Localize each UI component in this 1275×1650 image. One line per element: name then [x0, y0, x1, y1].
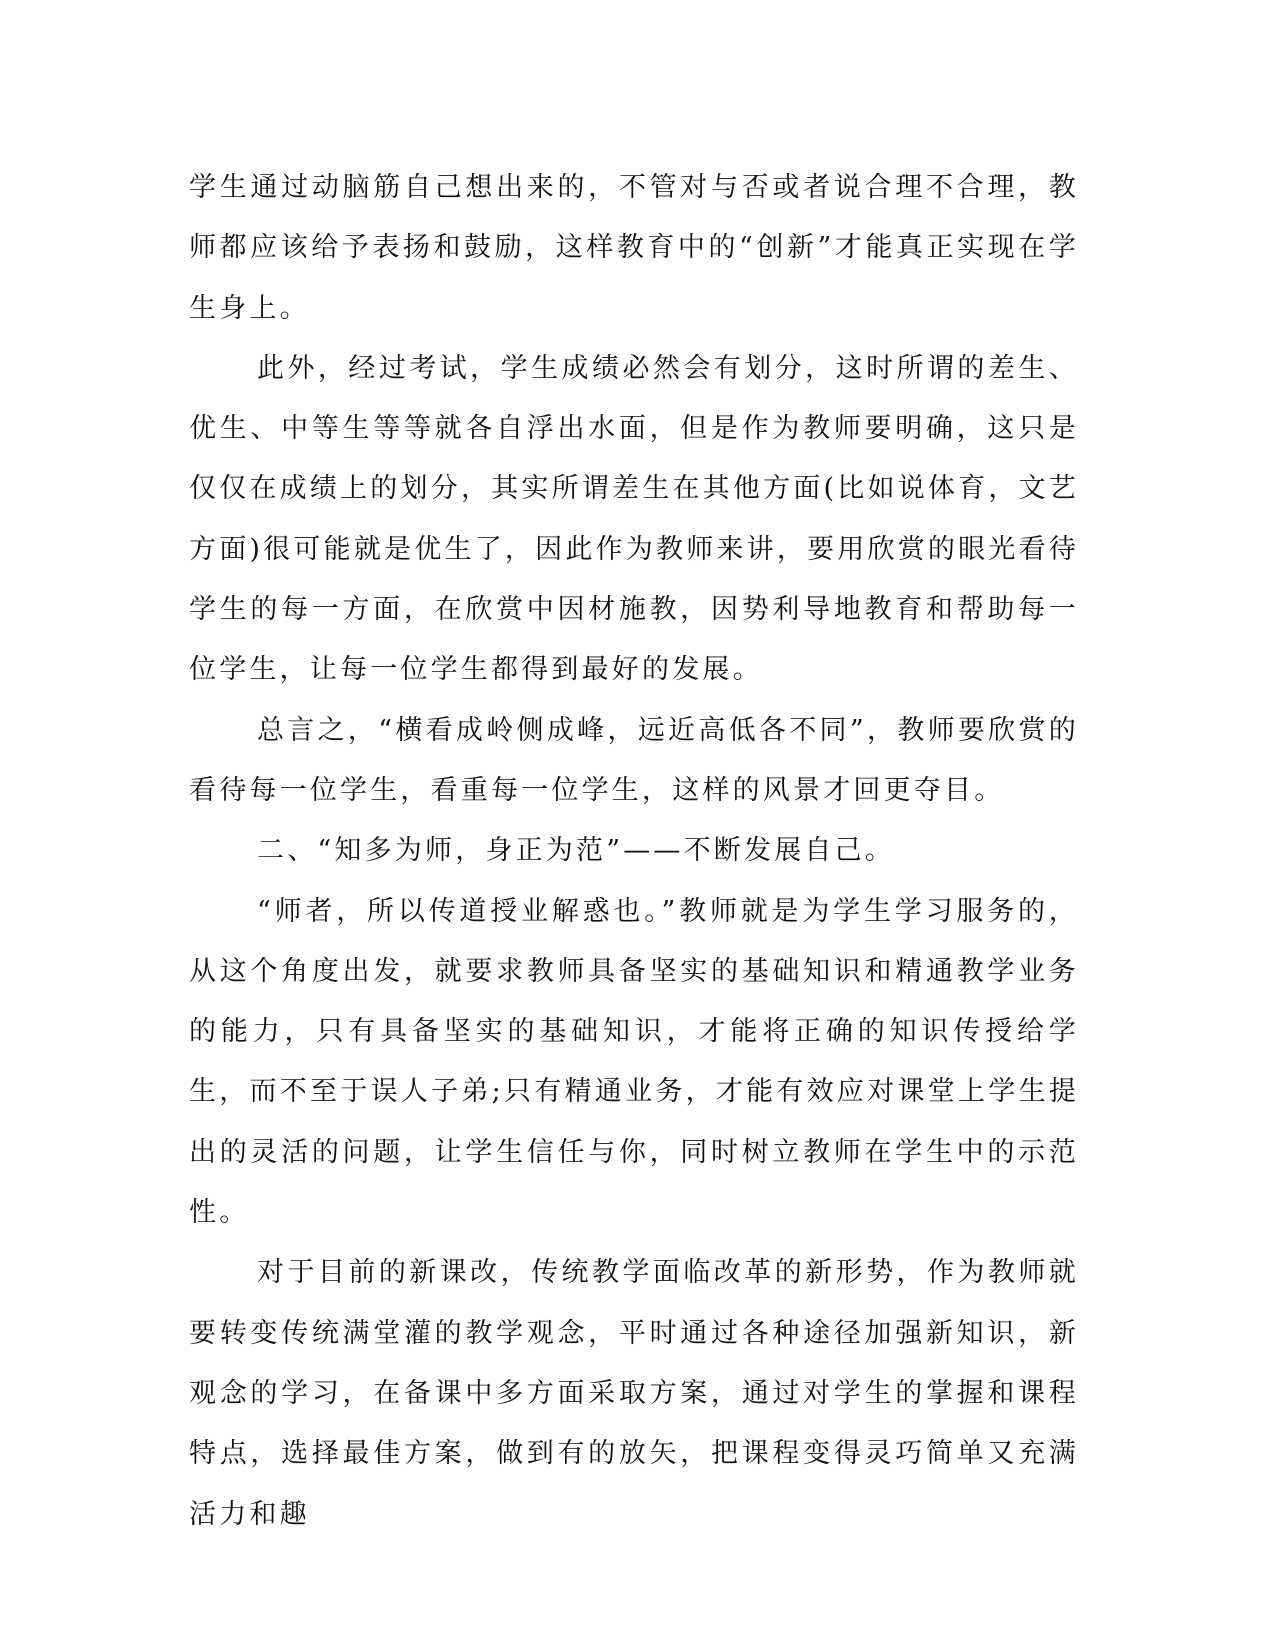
- paragraph-curriculum-reform: 对于目前的新课改，传统教学面临改革的新形势，作为教师就要转变传统满堂灌的教学观念，平时通过各种途径加强新知识，新观念的学习，在备课中多方面采取方案，通过对学生的掌握和课程特点，选择最佳方案，做到有的放矢，把课程变得灵巧简单又充满活力和趣: [189, 1257, 1079, 1530]
- document-body: [189, 158, 1079, 1545]
- paragraph-summary: 总言之，“横看成岭侧成峰，远近高低各不同”，教师要欣赏的看待每一位学生，看重每一位学生，这样的风景才回更夺目。: [189, 714, 1079, 806]
- section-heading-two: 二、“知多为师，身正为范”——不断发展自己。: [257, 835, 896, 867]
- paragraph-student-grading: 此外，经过考试，学生成绩必然会有划分，这时所谓的差生、优生、中等生等等就各自浮出水面，但是作为教师要明确，这只是仅仅在成绩上的划分，其实所谓差生在其他方面(比如说体育，文艺方面)很可能就是优生了，因此作为教师来讲，要用欣赏的眼光看待学生的每一方面，在欣赏中因材施教，因势利导地教育和帮助每一位学生，让每一位学生都得到最好的发展。: [189, 352, 1079, 686]
- paragraph-continuation: 学生通过动脑筋自己想出来的，不管对与否或者说合理不合理，教师都应该给予表扬和鼓励，这样教育中的“创新”才能真正实现在学生身上。: [189, 172, 1079, 324]
- paragraph-teacher-role: “师者，所以传道授业解惑也。”教师就是为学生学习服务的，从这个角度出发，就要求教师具备坚实的基础知识和精通教学业务的能力，只有具备坚实的基础知识，才能将正确的知识传授给学生，而不至于误人子弟;只有精通业务，才能有效应对课堂上学生提出的灵活的问题，让学生信任与你，同时树立教师在学生中的示范性。: [189, 895, 1079, 1229]
